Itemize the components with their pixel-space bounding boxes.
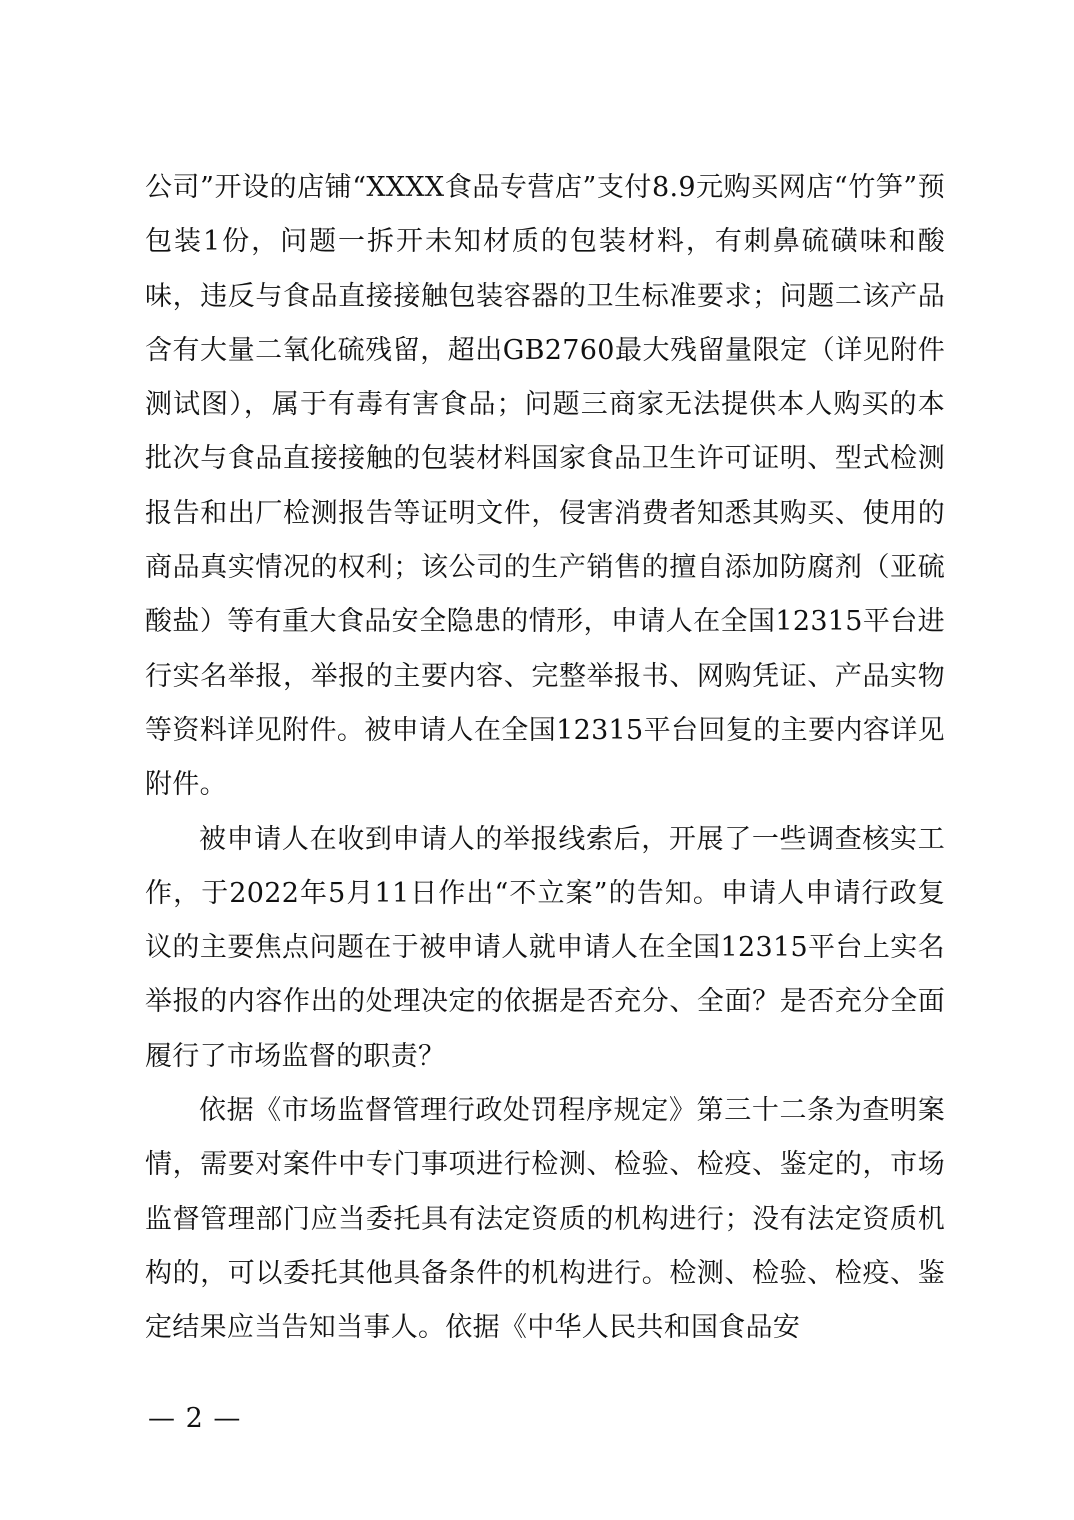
- paragraph-investigation: 被申请人在收到申请人的举报线索后，开展了一些调查核实工作，于2022年5月11日作出“不立案”的告知。申请人申请行政复议的主要焦点问题在于被申请人就申请人在全国12315平台上实名举报的内容作出的处理决定的依据是否充分、全面？是否充分全面履行了市场监督的职责？: [145, 823, 945, 1072]
- paragraph-legal-basis: 依据《市场监督管理行政处罚程序规定》第三十二条为查明案情，需要对案件中专门事项进行检测、检验、检疫、鉴定的，市场监督管理部门应当委托具有法定资质的机构进行；没有法定资质机构的，可以委托其他具备条件的机构进行。检测、检验、检疫、鉴定结果应当告知当事人。依据《中华人民共和国食品安: [145, 1095, 945, 1344]
- page-number: — 2 —: [148, 1403, 242, 1434]
- body-text: [145, 161, 945, 1356]
- paragraph-continuation: 公司”开设的店铺“XXXX食品专营店”支付8.9元购买网店“竹笋”预包装1份，问题一拆开未知材质的包装材料，有刺鼻硫磺味和酸味，违反与食品直接接触包装容器的卫生标准要求；问题二该产品含有大量二氧化硫残留，超出GB2760最大残留量限定（详见附件测试图），属于有毒有害食品；问题三商家无法提供本人购买的本批次与食品直接接触的包装材料国家食品卫生许可证明、型式检测报告和出厂检测报告等证明文件，侵害消费者知悉其购买、使用的商品真实情况的权利；该公司的生产销售的擅自添加防腐剂（亚硫酸盐）等有重大食品安全隐患的情形，申请人在全国12315平台进行实名举报，举报的主要内容、完整举报书、网购凭证、产品实物等资料详见附件。被申请人在全国12315平台回复的主要内容详见附件。: [145, 172, 945, 801]
